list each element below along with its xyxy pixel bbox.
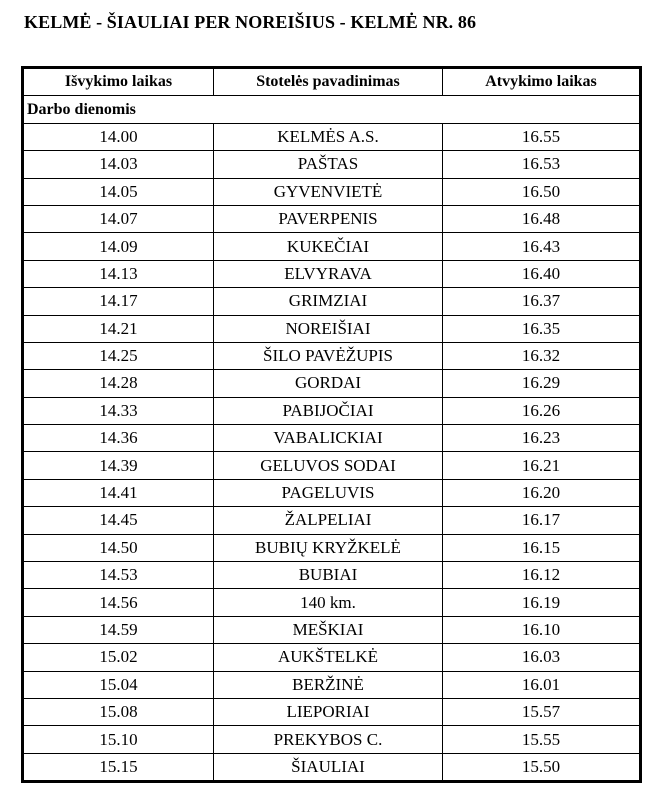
- arrival-time-cell: 15.55: [443, 726, 641, 753]
- arrival-time-cell: 16.19: [443, 589, 641, 616]
- arrival-time-cell: 15.50: [443, 753, 641, 781]
- table-row: [23, 315, 641, 342]
- stop-name-cell: VABALICKIAI: [214, 425, 443, 452]
- departure-time-cell: 15.04: [23, 671, 214, 698]
- table-row: [23, 534, 641, 561]
- table-row: [23, 425, 641, 452]
- table-row: [23, 753, 641, 781]
- table-row: [23, 507, 641, 534]
- table-row: [23, 397, 641, 424]
- table-row: [23, 726, 641, 753]
- table-row: [23, 123, 641, 150]
- table-row: [23, 288, 641, 315]
- stop-name-cell: GRIMZIAI: [214, 288, 443, 315]
- header-departure-time: Išvykimo laikas: [23, 68, 214, 96]
- departure-time-cell: 14.05: [23, 178, 214, 205]
- arrival-time-cell: 16.26: [443, 397, 641, 424]
- schedule-table: [21, 66, 642, 783]
- stop-name-cell: KELMĖS A.S.: [214, 123, 443, 150]
- table-row: [23, 205, 641, 232]
- departure-time-cell: 15.10: [23, 726, 214, 753]
- stop-name-cell: PAGELUVIS: [214, 479, 443, 506]
- arrival-time-cell: 16.01: [443, 671, 641, 698]
- departure-time-cell: 14.09: [23, 233, 214, 260]
- stop-name-cell: PABIJOČIAI: [214, 397, 443, 424]
- table-row: [23, 260, 641, 287]
- table-row: [23, 589, 641, 616]
- departure-time-cell: 14.00: [23, 123, 214, 150]
- arrival-time-cell: 16.23: [443, 425, 641, 452]
- arrival-time-cell: 16.43: [443, 233, 641, 260]
- departure-time-cell: 14.17: [23, 288, 214, 315]
- section-row: [23, 96, 641, 123]
- stop-name-cell: ŠIAULIAI: [214, 753, 443, 781]
- arrival-time-cell: 16.37: [443, 288, 641, 315]
- table-row: [23, 178, 641, 205]
- stop-name-cell: BUBIŲ KRYŽKELĖ: [214, 534, 443, 561]
- arrival-time-cell: 16.12: [443, 562, 641, 589]
- stop-name-cell: GORDAI: [214, 370, 443, 397]
- table-row: [23, 151, 641, 178]
- arrival-time-cell: 16.53: [443, 151, 641, 178]
- departure-time-cell: 14.36: [23, 425, 214, 452]
- section-label: Darbo dienomis: [23, 96, 641, 123]
- departure-time-cell: 14.45: [23, 507, 214, 534]
- stop-name-cell: ŠILO PAVĖŽUPIS: [214, 342, 443, 369]
- departure-time-cell: 14.07: [23, 205, 214, 232]
- departure-time-cell: 14.03: [23, 151, 214, 178]
- departure-time-cell: 14.25: [23, 342, 214, 369]
- arrival-time-cell: 16.10: [443, 616, 641, 643]
- arrival-time-cell: 16.21: [443, 452, 641, 479]
- arrival-time-cell: 16.32: [443, 342, 641, 369]
- departure-time-cell: 14.53: [23, 562, 214, 589]
- departure-time-cell: 15.02: [23, 644, 214, 671]
- arrival-time-cell: 16.55: [443, 123, 641, 150]
- stop-name-cell: BUBIAI: [214, 562, 443, 589]
- departure-time-cell: 15.15: [23, 753, 214, 781]
- table-row: [23, 644, 641, 671]
- departure-time-cell: 14.39: [23, 452, 214, 479]
- stop-name-cell: LIEPORIAI: [214, 698, 443, 725]
- stop-name-cell: BERŽINĖ: [214, 671, 443, 698]
- stop-name-cell: ELVYRAVA: [214, 260, 443, 287]
- departure-time-cell: 14.21: [23, 315, 214, 342]
- departure-time-cell: 14.33: [23, 397, 214, 424]
- stop-name-cell: GYVENVIETĖ: [214, 178, 443, 205]
- departure-time-cell: 14.59: [23, 616, 214, 643]
- page-title: KELMĖ - ŠIAULIAI PER NOREIŠIUS - KELMĖ NR. 86: [24, 12, 477, 32]
- arrival-time-cell: 16.40: [443, 260, 641, 287]
- stop-name-cell: PAŠTAS: [214, 151, 443, 178]
- table-row: [23, 671, 641, 698]
- arrival-time-cell: 16.15: [443, 534, 641, 561]
- departure-time-cell: 14.13: [23, 260, 214, 287]
- departure-time-cell: 14.41: [23, 479, 214, 506]
- stop-name-cell: NOREIŠIAI: [214, 315, 443, 342]
- table-row: [23, 562, 641, 589]
- arrival-time-cell: 16.17: [443, 507, 641, 534]
- stop-name-cell: ŽALPELIAI: [214, 507, 443, 534]
- arrival-time-cell: 16.03: [443, 644, 641, 671]
- table-row: [23, 479, 641, 506]
- stop-name-cell: GELUVOS SODAI: [214, 452, 443, 479]
- table-row: [23, 452, 641, 479]
- departure-time-cell: 14.28: [23, 370, 214, 397]
- table-row: [23, 616, 641, 643]
- departure-time-cell: 14.50: [23, 534, 214, 561]
- stop-name-cell: AUKŠTELKĖ: [214, 644, 443, 671]
- table-row: [23, 370, 641, 397]
- arrival-time-cell: 16.48: [443, 205, 641, 232]
- table-row: [23, 233, 641, 260]
- arrival-time-cell: 16.50: [443, 178, 641, 205]
- stop-name-cell: 140 km.: [214, 589, 443, 616]
- header-stop-name: Stotelės pavadinimas: [214, 68, 443, 96]
- stop-name-cell: KUKEČIAI: [214, 233, 443, 260]
- arrival-time-cell: 16.20: [443, 479, 641, 506]
- table-header-row: [23, 68, 641, 96]
- table-row: [23, 342, 641, 369]
- arrival-time-cell: 15.57: [443, 698, 641, 725]
- stop-name-cell: MEŠKIAI: [214, 616, 443, 643]
- table-row: [23, 698, 641, 725]
- departure-time-cell: 14.56: [23, 589, 214, 616]
- departure-time-cell: 15.08: [23, 698, 214, 725]
- stop-name-cell: PREKYBOS C.: [214, 726, 443, 753]
- stop-name-cell: PAVERPENIS: [214, 205, 443, 232]
- arrival-time-cell: 16.35: [443, 315, 641, 342]
- arrival-time-cell: 16.29: [443, 370, 641, 397]
- header-arrival-time: Atvykimo laikas: [443, 68, 641, 96]
